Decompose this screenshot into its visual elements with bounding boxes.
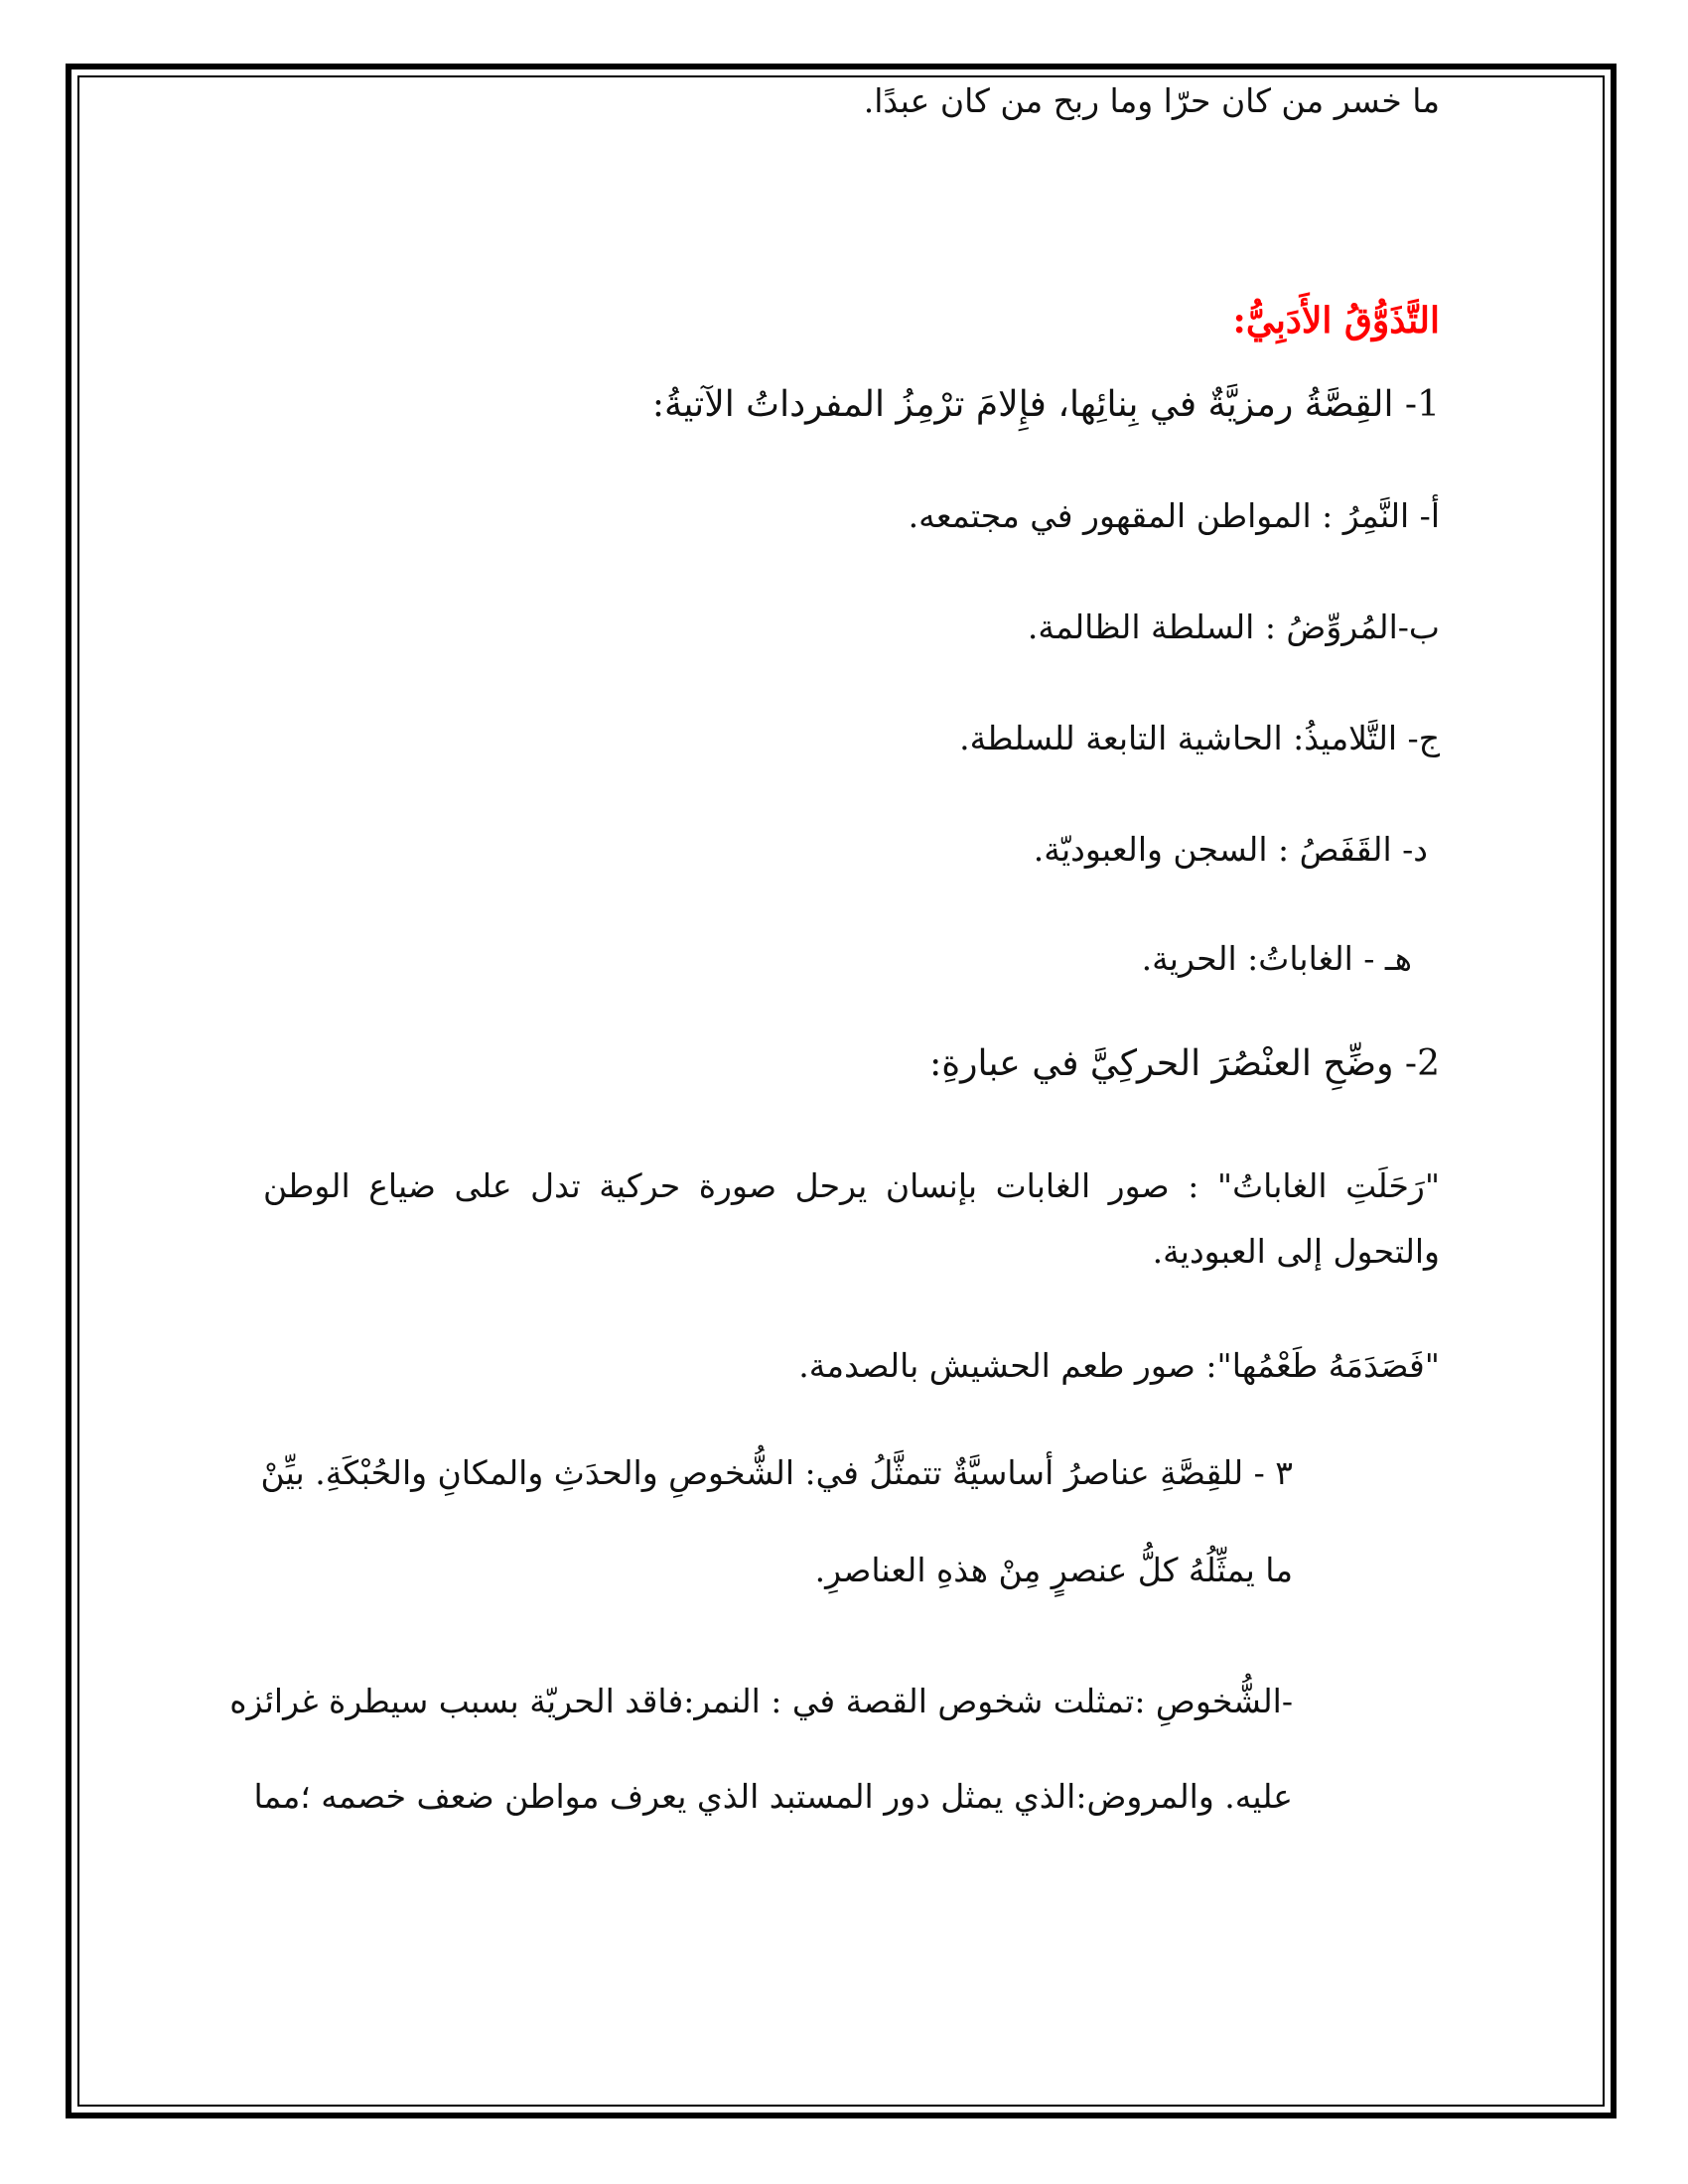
question-1-number: 1- <box>1404 384 1440 425</box>
question-1-text: القِصَّةُ رمزيَّةٌ في بِنائِها، فإِلامَ ترْمِزُ المفرداتُ الآتيةُ: <box>651 384 1394 425</box>
q2-answer-2: "فَصَدَمَهُ طَعْمُها": صور طعم الحشيش بالصدمة. <box>798 1346 1440 1385</box>
q1-item-a: أ- النَّمِرُ : المواطن المقهور في مجتمعه. <box>908 496 1440 535</box>
section-title: التَّذَوُّقُ الأَدَبِيُّ: <box>1232 300 1440 341</box>
q1-item-c: ج- التَّلاميذُ: الحاشية التابعة للسلطة. <box>959 719 1440 757</box>
q3-answer-line-1: -الشُّخوصِ :تمثلت شخوص القصة في : النمر:فاقد الحريّة بسبب سيطرة غرائزه <box>229 1682 1293 1720</box>
question-1 <box>652 383 1440 426</box>
proverb-line: ما خسر من كان حرّا وما ربح من كان عبدًا. <box>863 81 1440 120</box>
question-2-number: 2- <box>1404 1043 1440 1084</box>
question-2-text: وضِّحِ العنْصُرَ الحركِيَّ في عبارةِ: <box>929 1043 1394 1084</box>
q3-answer-line-2: عليه. والمروض:الذي يمثل دور المستبد الذي يعرف مواطن ضعف خصمه ؛مما <box>253 1777 1293 1816</box>
question-3-line-2: ما يمثِّلُهُ كلُّ عنصرٍ مِنْ هذهِ العناصرِ. <box>814 1551 1293 1589</box>
question-2 <box>929 1042 1440 1085</box>
q2-answer-1: "رَحَلَتِ الغاباتُ" : صور الغابات بإنسان يرحل صورة حركية تدل على ضياع الوطن والتحول إلى العبودية. <box>263 1166 1440 1271</box>
q1-item-e: هـ - الغاباتُ: الحرية. <box>1141 939 1412 978</box>
q1-item-b: ب-المُروِّضُ : السلطة الظالمة. <box>1027 608 1440 646</box>
q1-item-d: د- القَفَصُ : السجن والعبوديّة. <box>1033 830 1428 869</box>
question-3-line-1: ٣ - للقِصَّةِ عناصرُ أساسيَّةٌ تتمثَّلُ في: الشُّخوصِ والحدَثِ والمكانِ والحُبْكَةِ. بيِّنْ <box>260 1453 1293 1492</box>
